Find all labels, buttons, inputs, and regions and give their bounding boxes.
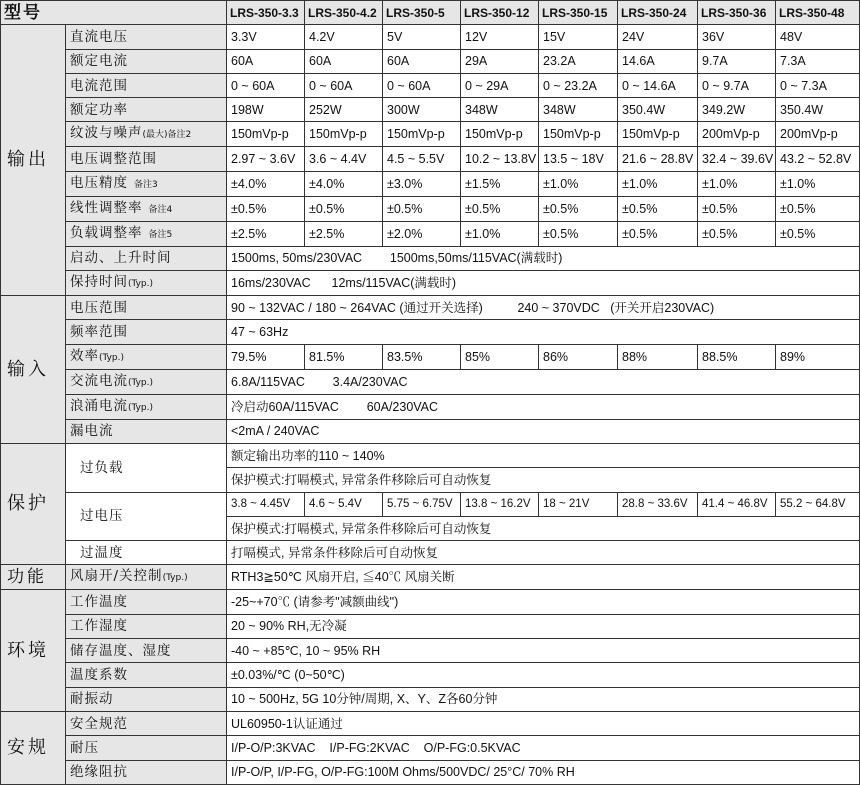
row-label: 过温度	[66, 541, 227, 565]
spec-row	[1, 171, 860, 196]
cell-value: 252W	[305, 98, 383, 122]
group-input: 输入	[1, 296, 66, 444]
cell-value: 3.3V	[227, 25, 305, 49]
cell-value: 41.4 ~ 46.8V	[698, 492, 776, 516]
row-label: 工作湿度	[66, 614, 227, 638]
cell-value: 0 ~ 60A	[305, 73, 383, 97]
cell-value: 36V	[698, 25, 776, 49]
spec-row	[1, 419, 860, 443]
model-name: LRS-350-48	[776, 1, 860, 25]
cell-value: 88.5%	[698, 344, 776, 369]
spec-row	[1, 271, 860, 296]
spec-row	[1, 590, 860, 614]
cell-value: 150mVp-p	[618, 122, 698, 147]
cell-value: ±1.0%	[698, 171, 776, 196]
row-label: 浪涌电流(Typ.)	[66, 394, 227, 419]
cell-value-wide: <2mA / 240VAC	[227, 419, 860, 443]
cell-value-wide: -25~+70℃ (请参考"减额曲线")	[227, 590, 860, 614]
cell-value: 350.4W	[618, 98, 698, 122]
cell-value: ±0.5%	[539, 196, 618, 221]
cell-value: ±2.0%	[383, 221, 461, 246]
cell-value: 0 ~ 7.3A	[776, 73, 860, 97]
cell-value: ±1.0%	[539, 171, 618, 196]
row-label: 电压调整范围	[66, 147, 227, 171]
cell-value: 150mVp-p	[461, 122, 539, 147]
cell-value: ±2.5%	[227, 221, 305, 246]
cell-value: 2.97 ~ 3.6V	[227, 147, 305, 171]
cell-value-wide: 47 ~ 63Hz	[227, 320, 860, 344]
cell-value: 150mVp-p	[305, 122, 383, 147]
cell-value: 349.2W	[698, 98, 776, 122]
cell-value-wide: 打嗝模式, 异常条件移除后可自动恢复	[227, 541, 860, 565]
cell-value: 4.5 ~ 5.5V	[383, 147, 461, 171]
spec-row	[1, 639, 860, 663]
row-label: 耐压	[66, 736, 227, 760]
cell-value: ±0.5%	[776, 196, 860, 221]
cell-value: ±1.5%	[461, 171, 539, 196]
cell-value: 85%	[461, 344, 539, 369]
group-environment: 环境	[1, 590, 66, 711]
cell-value: ±0.5%	[698, 196, 776, 221]
row-label: 保持时间(Typ.)	[66, 271, 227, 296]
cell-value: 13.5 ~ 18V	[539, 147, 618, 171]
row-label: 过电压	[66, 492, 227, 541]
spec-row	[1, 246, 860, 270]
row-label: 过负载	[66, 443, 227, 492]
spec-row	[1, 196, 860, 221]
cell-value: 198W	[227, 98, 305, 122]
model-name: LRS-350-15	[539, 1, 618, 25]
cell-value: 55.2 ~ 64.8V	[776, 492, 860, 516]
spec-row	[1, 147, 860, 171]
cell-value-wide: ±0.03%/℃ (0~50℃)	[227, 663, 860, 687]
cell-value: 0 ~ 60A	[383, 73, 461, 97]
spec-row	[1, 296, 860, 320]
cell-value: 32.4 ~ 39.6V	[698, 147, 776, 171]
spec-row	[1, 122, 860, 147]
spec-row	[1, 736, 860, 760]
model-name: LRS-350-24	[618, 1, 698, 25]
spec-row	[1, 687, 860, 711]
spec-row	[1, 760, 860, 784]
cell-value: 0 ~ 9.7A	[698, 73, 776, 97]
row-label: 额定功率	[66, 98, 227, 122]
row-label: 温度系数	[66, 663, 227, 687]
group-output: 输出	[1, 25, 66, 296]
row-label: 直流电压	[66, 25, 227, 49]
cell-value: ±0.5%	[618, 196, 698, 221]
cell-value: 43.2 ~ 52.8V	[776, 147, 860, 171]
spec-row	[1, 98, 860, 122]
cell-value: 15V	[539, 25, 618, 49]
row-label: 线性调整率 备注4	[66, 196, 227, 221]
group-safety: 安规	[1, 711, 66, 784]
cell-value-wide: 1500ms, 50ms/230VAC 1500ms,50ms/115VAC(满载时)	[227, 246, 860, 270]
cell-value: 7.3A	[776, 49, 860, 73]
group-protection: 保护	[1, 443, 66, 564]
cell-value: 10.2 ~ 13.8V	[461, 147, 539, 171]
cell-value: 14.6A	[618, 49, 698, 73]
row-label: 耐振动	[66, 687, 227, 711]
cell-value: 5V	[383, 25, 461, 49]
cell-value: 348W	[461, 98, 539, 122]
cell-value: 12V	[461, 25, 539, 49]
cell-value: 0 ~ 23.2A	[539, 73, 618, 97]
row-label: 安全规范	[66, 711, 227, 735]
cell-value: ±0.5%	[461, 196, 539, 221]
model-name: LRS-350-3.3	[227, 1, 305, 25]
spec-row	[1, 344, 860, 369]
header-row	[1, 1, 860, 25]
cell-value: 200mVp-p	[698, 122, 776, 147]
spec-row	[1, 369, 860, 394]
cell-value: ±0.5%	[776, 221, 860, 246]
cell-value: 350.4W	[776, 98, 860, 122]
cell-value-wide: 保护模式:打嗝模式, 异常条件移除后可自动恢复	[227, 468, 860, 492]
cell-value: 150mVp-p	[539, 122, 618, 147]
cell-value: 60A	[383, 49, 461, 73]
cell-value: 60A	[305, 49, 383, 73]
cell-value-wide: 16ms/230VAC 12ms/115VAC(满载时)	[227, 271, 860, 296]
cell-value: 79.5%	[227, 344, 305, 369]
row-label: 储存温度、湿度	[66, 639, 227, 663]
row-label: 效率(Typ.)	[66, 344, 227, 369]
model-name: LRS-350-12	[461, 1, 539, 25]
cell-value-wide: RTH3≧50℃ 风扇开启, ≦40℃ 风扇关断	[227, 565, 860, 590]
spec-row	[1, 565, 860, 590]
cell-value: ±4.0%	[227, 171, 305, 196]
row-label: 电压精度 备注3	[66, 171, 227, 196]
cell-value: 23.2A	[539, 49, 618, 73]
cell-value: 28.8 ~ 33.6V	[618, 492, 698, 516]
cell-value-wide: 冷启动60A/115VAC 60A/230VAC	[227, 394, 860, 419]
cell-value-wide: I/P-O/P:3KVAC I/P-FG:2KVAC O/P-FG:0.5KVAC	[227, 736, 860, 760]
cell-value-wide: I/P-O/P, I/P-FG, O/P-FG:100M Ohms/500VDC/ 25°C/ 70% RH	[227, 760, 860, 784]
cell-value: 83.5%	[383, 344, 461, 369]
spec-row	[1, 49, 860, 73]
spec-row	[1, 73, 860, 97]
cell-value: 18 ~ 21V	[539, 492, 618, 516]
row-label: 频率范围	[66, 320, 227, 344]
cell-value: ±0.5%	[383, 196, 461, 221]
spec-row	[1, 663, 860, 687]
cell-value: 21.6 ~ 28.8V	[618, 147, 698, 171]
cell-value: ±0.5%	[227, 196, 305, 221]
cell-value: 348W	[539, 98, 618, 122]
model-title: 型号	[1, 1, 227, 25]
cell-value-wide: 20 ~ 90% RH,无冷凝	[227, 614, 860, 638]
spec-row	[1, 614, 860, 638]
cell-value: 3.8 ~ 4.45V	[227, 492, 305, 516]
row-label: 交流电流(Typ.)	[66, 369, 227, 394]
model-name: LRS-350-4.2	[305, 1, 383, 25]
cell-value: 4.2V	[305, 25, 383, 49]
row-label: 风扇开/关控制(Typ.)	[66, 565, 227, 590]
cell-value: 86%	[539, 344, 618, 369]
cell-value: 13.8 ~ 16.2V	[461, 492, 539, 516]
model-name: LRS-350-36	[698, 1, 776, 25]
cell-value: ±0.5%	[305, 196, 383, 221]
cell-value: 150mVp-p	[383, 122, 461, 147]
cell-value: ±1.0%	[776, 171, 860, 196]
cell-value-wide: -40 ~ +85℃, 10 ~ 95% RH	[227, 639, 860, 663]
cell-value: 200mVp-p	[776, 122, 860, 147]
row-label: 漏电流	[66, 419, 227, 443]
cell-value: 48V	[776, 25, 860, 49]
cell-value: 0 ~ 29A	[461, 73, 539, 97]
cell-value: 150mVp-p	[227, 122, 305, 147]
cell-value-wide: UL60950-1认证通过	[227, 711, 860, 735]
row-label: 工作温度	[66, 590, 227, 614]
spec-row	[1, 711, 860, 735]
cell-value-wide: 6.8A/115VAC 3.4A/230VAC	[227, 369, 860, 394]
cell-value: ±4.0%	[305, 171, 383, 196]
cell-value-wide: 额定输出功率的110 ~ 140%	[227, 443, 860, 467]
cell-value: ±1.0%	[461, 221, 539, 246]
cell-value-wide: 10 ~ 500Hz, 5G 10分钟/周期, X、Y、Z各60分钟	[227, 687, 860, 711]
cell-value-wide: 保护模式:打嗝模式, 异常条件移除后可自动恢复	[227, 516, 860, 540]
cell-value: 300W	[383, 98, 461, 122]
row-label: 纹波与噪声(最大)备注2	[66, 122, 227, 147]
cell-value: 0 ~ 60A	[227, 73, 305, 97]
cell-value: 29A	[461, 49, 539, 73]
cell-value: ±1.0%	[618, 171, 698, 196]
row-label: 电流范围	[66, 73, 227, 97]
cell-value: ±3.0%	[383, 171, 461, 196]
spec-row	[1, 492, 860, 516]
spec-row	[1, 443, 860, 467]
spec-row	[1, 25, 860, 49]
cell-value: ±0.5%	[539, 221, 618, 246]
spec-row	[1, 394, 860, 419]
row-label: 绝缘阻抗	[66, 760, 227, 784]
row-label: 负载调整率 备注5	[66, 221, 227, 246]
cell-value: 24V	[618, 25, 698, 49]
row-label: 额定电流	[66, 49, 227, 73]
cell-value: 0 ~ 14.6A	[618, 73, 698, 97]
group-function: 功能	[1, 565, 66, 590]
cell-value: 88%	[618, 344, 698, 369]
cell-value: 4.6 ~ 5.4V	[305, 492, 383, 516]
spec-row	[1, 320, 860, 344]
cell-value: 9.7A	[698, 49, 776, 73]
cell-value: 81.5%	[305, 344, 383, 369]
cell-value-wide: 90 ~ 132VAC / 180 ~ 264VAC (通过开关选择) 240 ~ 370VDC (开关开启230VAC)	[227, 296, 860, 320]
spec-row	[1, 221, 860, 246]
cell-value: ±0.5%	[618, 221, 698, 246]
cell-value: 3.6 ~ 4.4V	[305, 147, 383, 171]
cell-value: 5.75 ~ 6.75V	[383, 492, 461, 516]
cell-value: 89%	[776, 344, 860, 369]
model-name: LRS-350-5	[383, 1, 461, 25]
cell-value: ±2.5%	[305, 221, 383, 246]
cell-value: 60A	[227, 49, 305, 73]
row-label: 电压范围	[66, 296, 227, 320]
spec-row	[1, 541, 860, 565]
row-label: 启动、上升时间	[66, 246, 227, 270]
cell-value: ±0.5%	[698, 221, 776, 246]
